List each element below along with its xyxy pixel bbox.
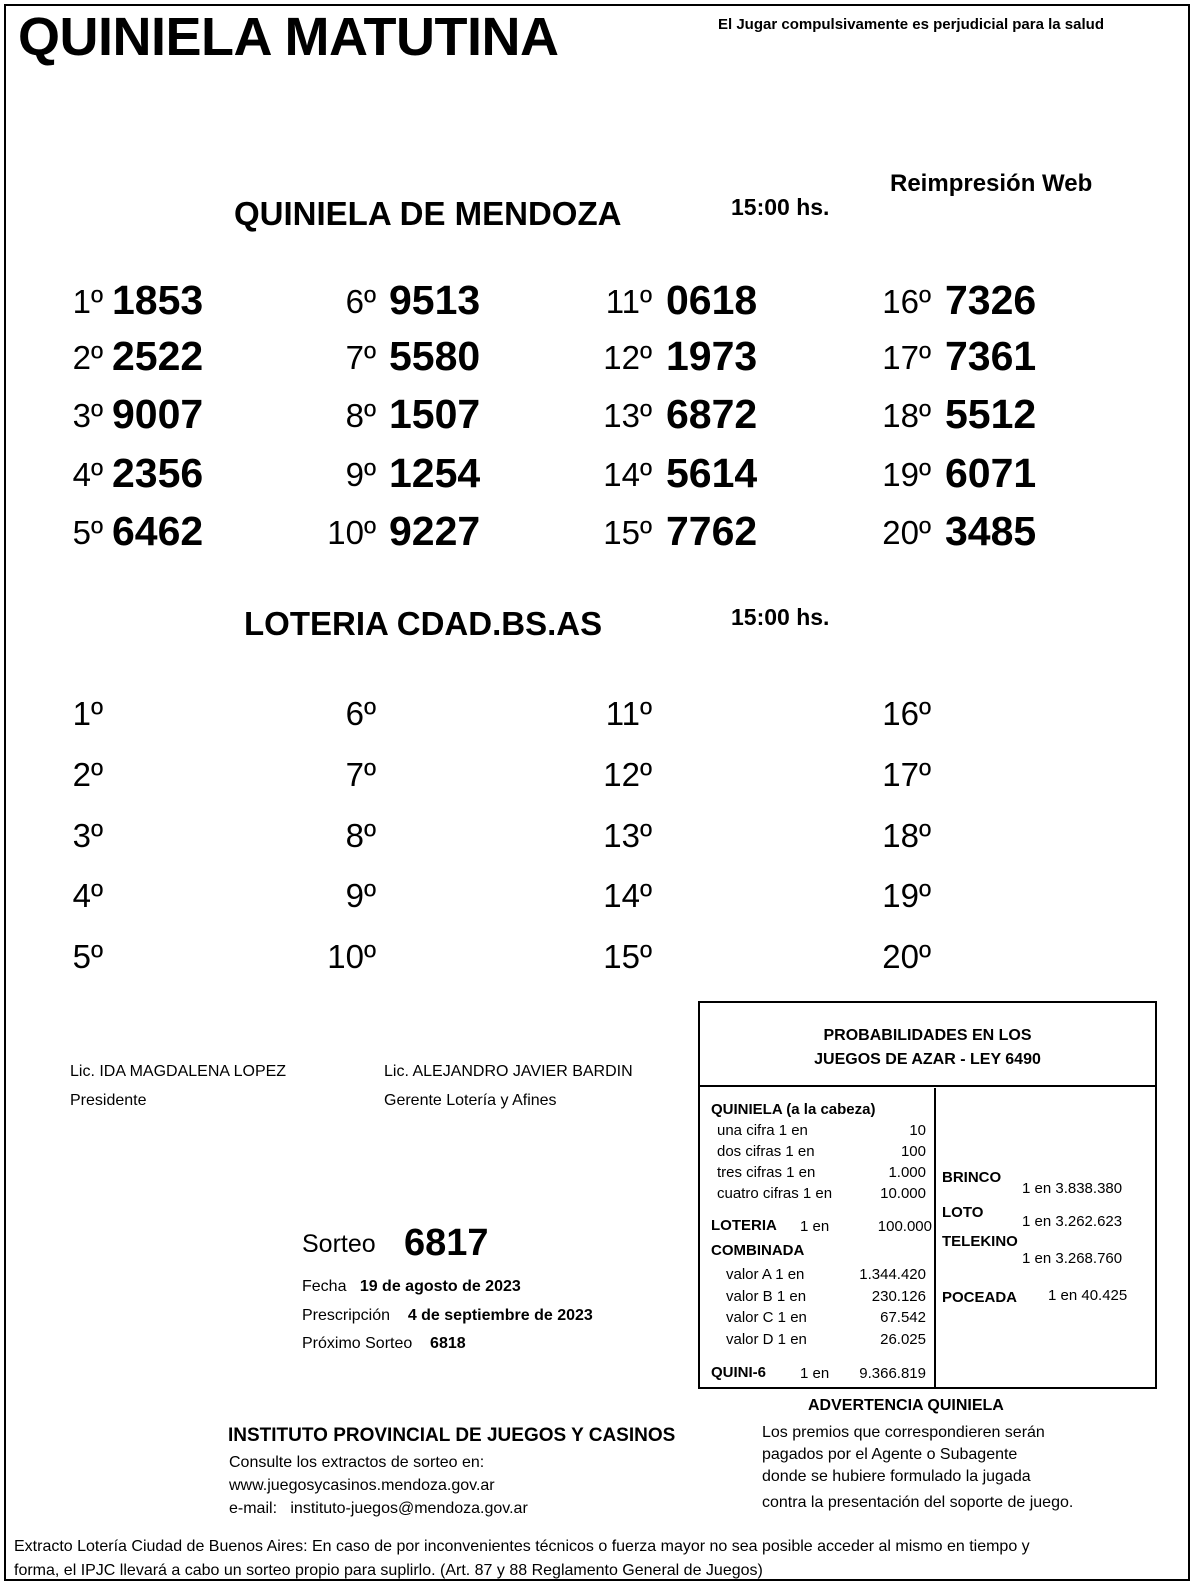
telekino-prob-label: TELEKINO xyxy=(942,1233,1018,1250)
mendoza-position-13: 13º xyxy=(603,397,652,434)
loteria-position-15: 15º xyxy=(603,938,652,975)
loteria-position-12: 12º xyxy=(603,756,652,793)
combinada-prob-row-value: 230.126 xyxy=(871,1287,926,1305)
institute-email-line xyxy=(229,1500,528,1518)
loteria-position-11: 11º xyxy=(605,695,652,732)
proximo-line xyxy=(302,1335,466,1353)
combinada-prob-row-value: 26.025 xyxy=(880,1330,926,1348)
mendoza-number-9: 1254 xyxy=(389,450,481,496)
quini6-prob-label: QUINI-6 xyxy=(711,1364,767,1381)
quiniela-prob-row-value: 10 xyxy=(909,1122,926,1139)
institute-consult-line: Consulte los extractos de sorteo en: xyxy=(229,1454,485,1471)
advertencia-line: donde se hubiere formulado la jugada xyxy=(762,1468,1031,1485)
mendoza-position-14: 14º xyxy=(603,456,652,493)
institute-website: www.juegosycasinos.mendoza.gov.ar xyxy=(229,1477,495,1494)
loteria-time: 15:00 hs. xyxy=(731,604,830,630)
advertencia-line: contra la presentación del soporte de juego. xyxy=(762,1494,1074,1511)
combinada-prob-row-label: valor A 1 en xyxy=(726,1266,805,1283)
prescripcion-value: 4 de septiembre de 2023 xyxy=(407,1307,593,1324)
loteria-position-16: 16º xyxy=(882,695,931,732)
mendoza-number-20: 3485 xyxy=(945,508,1037,554)
mendoza-position-12: 12º xyxy=(603,339,652,376)
mendoza-number-18: 5512 xyxy=(945,391,1037,437)
loteria-position-17: 17º xyxy=(882,756,931,793)
combinada-prob-row-label: valor B 1 en xyxy=(726,1287,807,1305)
probabilities-title-line1: PROBABILIDADES EN LOS xyxy=(823,1027,1032,1044)
mendoza-number-6: 9513 xyxy=(389,277,481,323)
loteria-position-8: 8º xyxy=(345,817,376,854)
advertencia-line: pagados por el Agente o Subagente xyxy=(762,1446,1018,1463)
mendoza-position-7: 7º xyxy=(345,339,376,376)
loteria-position-20: 20º xyxy=(882,938,931,975)
mendoza-number-14: 5614 xyxy=(666,450,758,496)
brinco-prob-value: 1 en 3.838.380 xyxy=(1022,1180,1123,1197)
probabilities-title-line2: JUEGOS DE AZAR - LEY 6490 xyxy=(814,1051,1041,1068)
loteria-title: LOTERIA CDAD.BS.AS xyxy=(244,605,603,642)
mendoza-number-19: 6071 xyxy=(945,450,1037,496)
advertencia-line: Los premios que correspondieren serán xyxy=(762,1424,1045,1441)
mendoza-position-19: 19º xyxy=(882,456,931,493)
loteria-position-4: 4º xyxy=(72,877,103,914)
loteria-prob-value: 100.000 xyxy=(877,1218,932,1235)
mendoza-number-17: 7361 xyxy=(945,333,1037,379)
signature-role-1: Presidente xyxy=(70,1092,147,1109)
mendoza-position-15: 15º xyxy=(603,514,652,551)
loteria-prob-label: LOTERIA xyxy=(711,1217,777,1234)
health-warning: El Jugar compulsivamente es perjudicial para la salud xyxy=(718,16,1104,33)
loteria-position-19: 19º xyxy=(882,877,931,914)
mendoza-number-16: 7326 xyxy=(945,277,1037,323)
quiniela-prob-row-value: 1.000 xyxy=(888,1164,926,1181)
mendoza-position-17: 17º xyxy=(882,339,931,376)
combinada-prob-title: COMBINADA xyxy=(711,1242,805,1259)
mendoza-position-18: 18º xyxy=(882,397,931,434)
prescripcion-line xyxy=(302,1307,593,1325)
signature-name-1: Lic. IDA MAGDALENA LOPEZ xyxy=(70,1063,287,1080)
mendoza-position-11: 11º xyxy=(605,283,652,320)
quiniela-prob-row-label: tres cifras 1 en xyxy=(717,1164,816,1181)
quiniela-prob-row-label: dos cifras 1 en xyxy=(717,1143,815,1160)
quiniela-prob-title: QUINIELA (a la cabeza) xyxy=(711,1101,876,1118)
quiniela-prob-row-label: cuatro cifras 1 en xyxy=(717,1185,833,1202)
footer-note-line2: forma, el IPJC llevará a cabo un sorteo propio para suplirlo. (Art. 87 y 88 Reglamento General de Juegos) xyxy=(14,1562,763,1579)
mendoza-number-11: 0618 xyxy=(666,277,758,323)
quiniela-prob-row-value: 100 xyxy=(900,1143,926,1160)
mendoza-position-9: 9º xyxy=(345,456,376,493)
proximo-value: 6818 xyxy=(430,1335,466,1352)
fecha-label: Fecha xyxy=(302,1278,347,1295)
combinada-prob-row-label: valor C 1 en xyxy=(726,1309,807,1326)
mendoza-time: 15:00 hs. xyxy=(731,194,830,220)
mendoza-position-6: 6º xyxy=(345,283,376,320)
mendoza-position-5: 5º xyxy=(72,514,103,551)
loteria-position-10: 10º xyxy=(327,938,376,975)
mendoza-position-3: 3º xyxy=(72,397,103,434)
loteria-position-6: 6º xyxy=(345,695,376,732)
combinada-prob-row-value: 1.344.420 xyxy=(859,1266,926,1283)
mendoza-position-16: 16º xyxy=(882,283,931,320)
telekino-prob-value: 1 en 3.268.760 xyxy=(1022,1250,1123,1267)
reprint-label: Reimpresión Web xyxy=(890,170,1093,197)
loteria-position-3: 3º xyxy=(72,817,103,854)
main-title: QUINIELA MATUTINA xyxy=(18,7,559,67)
mendoza-number-7: 5580 xyxy=(389,333,481,379)
mendoza-number-12: 1973 xyxy=(666,333,758,379)
loto-prob-label: LOTO xyxy=(942,1204,984,1221)
mendoza-number-3: 9007 xyxy=(112,391,204,437)
probabilities-column-divider xyxy=(934,1088,936,1388)
mendoza-number-15: 7762 xyxy=(666,508,758,554)
combinada-prob-row-value: 67.542 xyxy=(880,1309,926,1326)
loto-prob-value: 1 en 3.262.623 xyxy=(1022,1213,1123,1230)
mendoza-number-8: 1507 xyxy=(389,391,481,437)
mendoza-number-4: 2356 xyxy=(112,450,204,496)
fecha-value: 19 de agosto de 2023 xyxy=(359,1278,521,1295)
mendoza-number-1: 1853 xyxy=(112,277,204,323)
quini6-prob-en: 1 en xyxy=(800,1365,830,1382)
proximo-label: Próximo Sorteo xyxy=(302,1335,413,1352)
signature-name-2: Lic. ALEJANDRO JAVIER BARDIN xyxy=(384,1063,633,1080)
loteria-position-14: 14º xyxy=(603,877,652,914)
institute-title: INSTITUTO PROVINCIAL DE JUEGOS Y CASINOS xyxy=(228,1425,676,1446)
quiniela-prob-row-value: 10.000 xyxy=(880,1185,926,1202)
signature-role-2: Gerente Lotería y Afines xyxy=(384,1092,557,1109)
mendoza-number-13: 6872 xyxy=(666,391,758,437)
quini6-prob-value: 9.366.819 xyxy=(859,1365,926,1382)
loteria-position-13: 13º xyxy=(603,817,652,854)
loteria-prob-en: 1 en xyxy=(800,1218,830,1235)
poceada-prob-value: 1 en 40.425 xyxy=(1048,1287,1128,1304)
sorteo-label: Sorteo xyxy=(302,1230,376,1258)
mendoza-title: QUINIELA DE MENDOZA xyxy=(234,195,622,232)
institute-email-label: e-mail: xyxy=(229,1500,278,1517)
loteria-position-9: 9º xyxy=(345,877,376,914)
loteria-position-5: 5º xyxy=(72,938,103,975)
loteria-position-7: 7º xyxy=(345,756,376,793)
probabilities-title xyxy=(700,1024,1155,1072)
prescripcion-label: Prescripción xyxy=(302,1307,391,1324)
mendoza-position-8: 8º xyxy=(345,397,376,434)
mendoza-position-1: 1º xyxy=(72,283,103,320)
loteria-position-2: 2º xyxy=(72,756,103,793)
fecha-line xyxy=(302,1278,521,1296)
mendoza-number-10: 9227 xyxy=(389,508,481,554)
combinada-prob-row-label: valor D 1 en xyxy=(726,1330,807,1348)
mendoza-number-2: 2522 xyxy=(112,333,204,379)
loteria-position-1: 1º xyxy=(72,695,103,732)
sorteo-number: 6817 xyxy=(404,1222,489,1264)
advertencia-title: ADVERTENCIA QUINIELA xyxy=(808,1397,1004,1414)
footer-note-line1: Extracto Lotería Ciudad de Buenos Aires: En caso de por inconvenientes técnicos o fuerza mayor no sea posible acceder al mismo en tiempo y xyxy=(14,1538,1030,1555)
poceada-prob-label: POCEADA xyxy=(942,1289,1018,1306)
mendoza-position-20: 20º xyxy=(882,514,931,551)
mendoza-number-5: 6462 xyxy=(112,508,204,554)
quiniela-prob-row-label: una cifra 1 en xyxy=(717,1122,808,1139)
probabilities-divider xyxy=(698,1085,1157,1087)
loteria-position-18: 18º xyxy=(882,817,931,854)
brinco-prob-label: BRINCO xyxy=(942,1169,1002,1186)
institute-email: instituto-juegos@mendoza.gov.ar xyxy=(290,1500,528,1517)
mendoza-position-2: 2º xyxy=(72,339,103,376)
mendoza-position-10: 10º xyxy=(327,514,376,551)
mendoza-position-4: 4º xyxy=(72,456,103,493)
